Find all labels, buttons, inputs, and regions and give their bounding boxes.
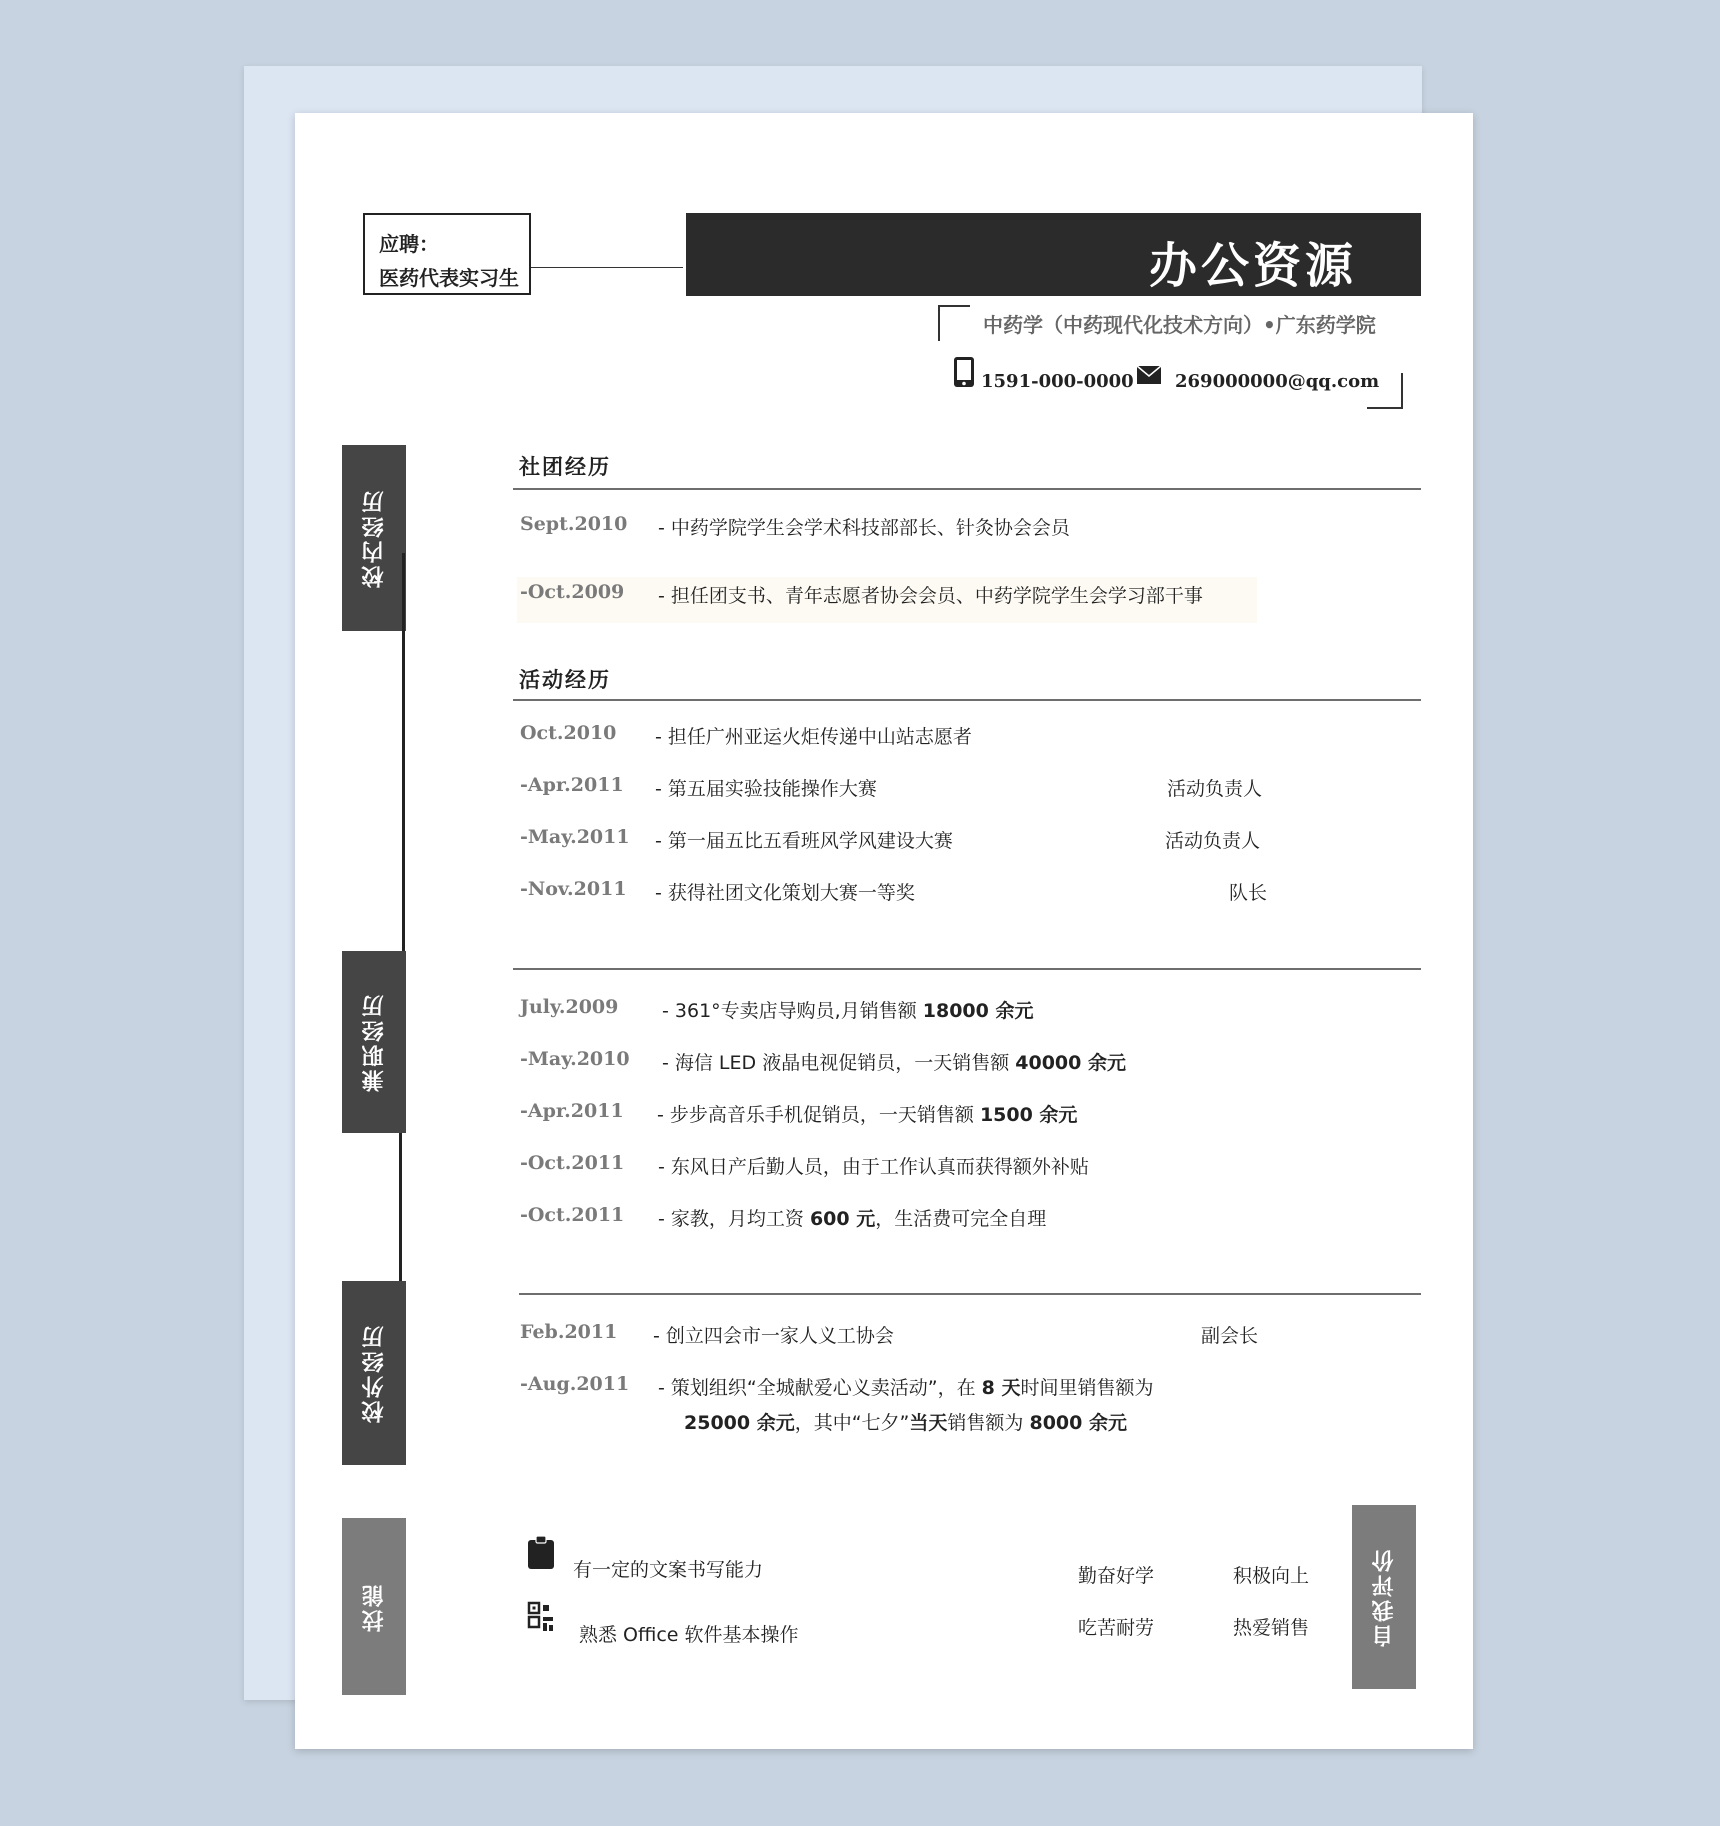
- parttime-desc-3: - 步步高音乐手机促销员，一天销售额 1500 余元: [657, 1104, 1078, 1126]
- candidate-name: 办公资源: [1148, 238, 1357, 294]
- apply-box: [363, 213, 531, 295]
- club-title: 社团经历: [519, 455, 611, 479]
- offcampus-divider: [519, 1293, 1421, 1295]
- skill-1: 有一定的文案书写能力: [573, 1559, 764, 1581]
- activity-desc-1: - 担任广州亚运火炬传递中山站志愿者: [655, 726, 972, 748]
- tab-self-eval: [1352, 1505, 1416, 1689]
- connector-line: [531, 267, 683, 268]
- eval-4: 热爱销售: [1233, 1617, 1310, 1639]
- activity-desc-3: - 第一届五比五看班风学风建设大赛: [655, 830, 953, 852]
- activity-date-2: -Apr.2011: [520, 774, 624, 796]
- activity-date-3: -May.2011: [520, 826, 630, 848]
- parttime-desc-2: - 海信 LED 液晶电视促销员，一天销售额 40000 余元: [662, 1052, 1126, 1074]
- tab-campus-label: 校内经历: [361, 488, 387, 588]
- tab-self-eval-label: 自我评价: [1371, 1547, 1397, 1647]
- club-date-1: Sept.2010: [520, 513, 628, 535]
- offcampus-date-1: Feb.2011: [520, 1321, 618, 1343]
- parttime-desc-4: - 东风日产后勤人员，由于工作认真而获得额外补贴: [658, 1156, 1089, 1178]
- club-desc-1: - 中药学院学生会学术科技部部长、针灸协会会员: [658, 517, 1070, 539]
- activity-date-4: -Nov.2011: [520, 878, 627, 900]
- tab-parttime: [342, 951, 406, 1133]
- apply-label: 应聘：: [379, 232, 439, 256]
- resume-page: [295, 113, 1473, 1749]
- offcampus-desc-2-line1: - 策划组织“全城献爱心义卖活动”，在 8 天时间里销售额为: [658, 1377, 1154, 1399]
- offcampus-desc-2-line2: 25000 余元，其中“七夕”当天销售额为 8000 余元: [684, 1412, 1127, 1434]
- eval-2: 积极向上: [1233, 1565, 1310, 1587]
- name-bar: [686, 213, 1421, 296]
- tab-offcampus: [342, 1281, 406, 1465]
- offcampus-role-1: 副会长: [1201, 1325, 1259, 1347]
- eval-1: 勤奋好学: [1078, 1565, 1155, 1587]
- parttime-date-3: -Apr.2011: [520, 1100, 624, 1122]
- activity-title: 活动经历: [519, 668, 611, 692]
- parttime-desc-1: - 361°专卖店导购员,月销售额 18000 余元: [662, 1000, 1034, 1022]
- bracket-top-left: [938, 305, 970, 341]
- parttime-date-5: -Oct.2011: [520, 1204, 625, 1226]
- offcampus-desc-1: - 创立四会市一家人义工协会: [653, 1325, 894, 1347]
- eval-3: 吃苦耐劳: [1078, 1617, 1155, 1639]
- offcampus-date-2: -Aug.2011: [520, 1373, 630, 1395]
- tab-skills-label: 技能: [361, 1581, 387, 1632]
- tab-parttime-label: 兼职经历: [361, 992, 387, 1092]
- club-date-2: -Oct.2009: [520, 581, 625, 603]
- activity-divider: [513, 699, 1421, 701]
- phone-icon: [953, 356, 975, 388]
- parttime-date-1: July.2009: [520, 996, 619, 1018]
- parttime-desc-5: - 家教，月均工资 600 元，生活费可完全自理: [658, 1208, 1047, 1230]
- activity-role-4: 队长: [1229, 882, 1268, 904]
- skill-2: 熟悉 Office 软件基本操作: [579, 1624, 799, 1646]
- major-school: 中药学（中药现代化技术方向）•广东药学院: [983, 313, 1376, 337]
- phone-number: 1591-000-0000: [981, 371, 1134, 392]
- clipboard-icon: [527, 1536, 555, 1570]
- activity-desc-4: - 获得社团文化策划大赛一等奖: [655, 882, 915, 904]
- parttime-divider: [513, 968, 1421, 970]
- club-divider: [513, 488, 1421, 490]
- tab-skills: [342, 1518, 406, 1695]
- mail-icon: [1137, 366, 1161, 384]
- activity-desc-2: - 第五届实验技能操作大赛: [655, 778, 877, 800]
- email-address: 269000000@qq.com: [1175, 371, 1380, 392]
- activity-role-2: 活动负责人: [1167, 778, 1263, 800]
- apply-position: 医药代表实习生: [379, 266, 519, 290]
- activity-role-3: 活动负责人: [1165, 830, 1261, 852]
- tab-campus: [342, 445, 406, 631]
- parttime-date-2: -May.2010: [520, 1048, 630, 1070]
- office-grid-icon: [527, 1601, 555, 1633]
- club-desc-2: - 担任团支书、青年志愿者协会会员、中药学院学生会学习部干事: [658, 585, 1203, 607]
- parttime-date-4: -Oct.2011: [520, 1152, 625, 1174]
- activity-date-1: Oct.2010: [520, 722, 617, 744]
- tab-offcampus-label: 校外经历: [361, 1323, 387, 1423]
